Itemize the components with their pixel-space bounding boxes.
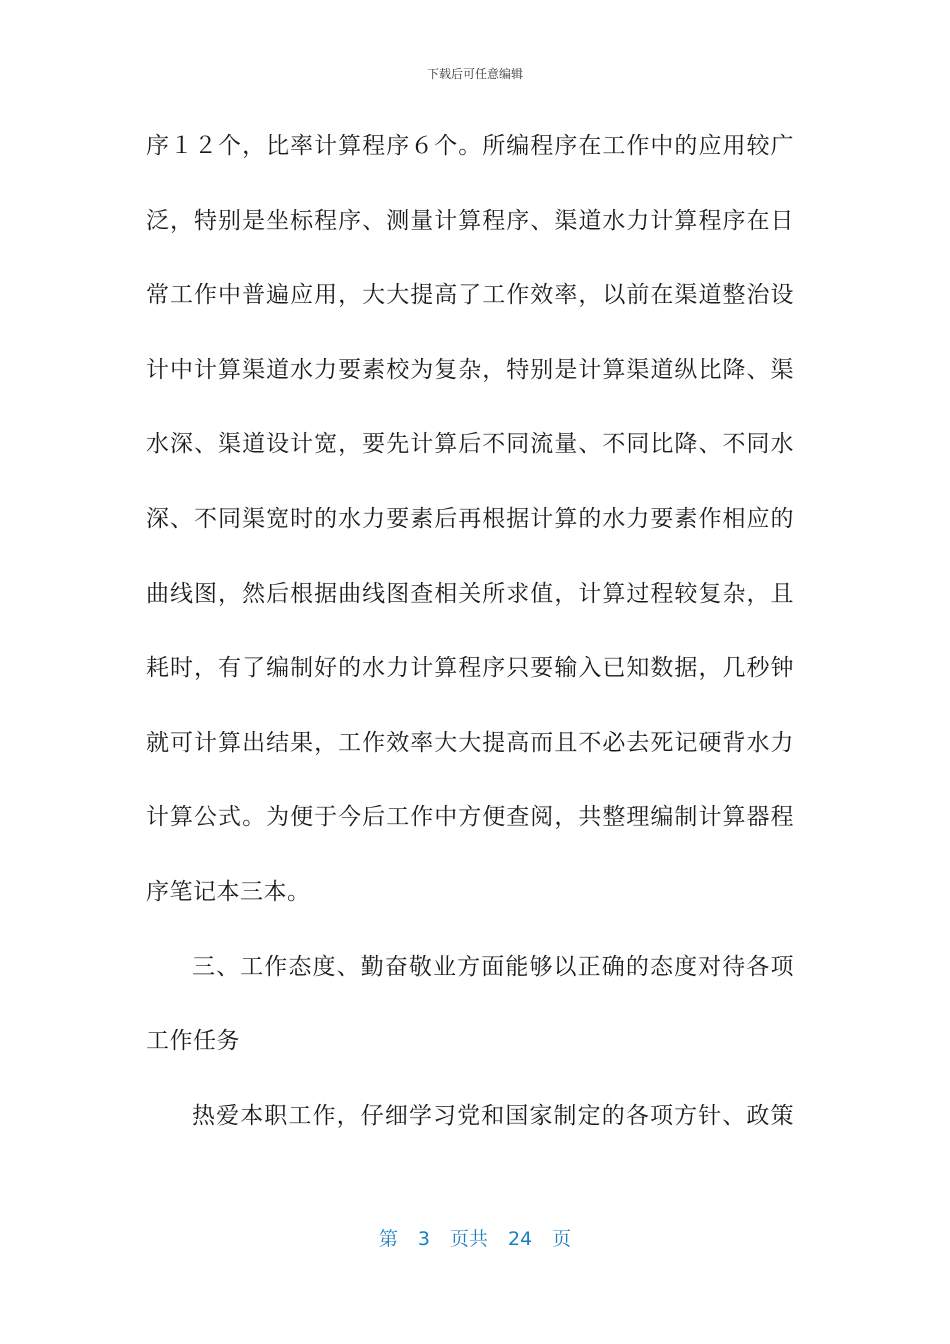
page-footer: [0, 1226, 950, 1252]
body-line-1: 序１２个，比率计算程序６个。所编程序在工作中的应用较广: [146, 133, 794, 159]
body-line-9: 就可计算出结果，工作效率大大提高而且不必去死记硬背水力: [146, 729, 794, 756]
page-header-note: 下载后可任意编辑: [426, 67, 523, 81]
page-prefix: 第: [378, 1228, 398, 1250]
page-mid: 页共: [449, 1228, 488, 1250]
body-line-2: 泛，特别是坐标程序、测量计算程序、渠道水力计算程序在日: [146, 207, 794, 234]
page-number: 3: [417, 1228, 430, 1250]
body-line-10: 计算公式。为便于今后工作中方便查阅，共整理编制计算器程: [146, 804, 794, 831]
body-line-7: 曲线图，然后根据曲线图查相关所求值，计算过程较复杂，且: [146, 580, 794, 607]
section-heading-line-2: 工作任务: [146, 1028, 240, 1055]
page-total: 24: [507, 1228, 533, 1250]
body-line-11: 序笔记本三本。: [146, 878, 311, 905]
body-line-5: 水深、渠道设计宽，要先计算后不同流量、不同比降、不同水: [146, 431, 794, 458]
document-body: [146, 124, 794, 1168]
body-line-6: 深、不同渠宽时的水力要素后再根据计算的水力要素作相应的: [146, 505, 794, 532]
body-line-4: 计中计算渠道水力要素校为复杂，特别是计算渠道纵比降、渠: [146, 356, 794, 383]
body-line-14: 热爱本职工作，仔细学习党和国家制定的各项方针、政策: [192, 1102, 794, 1129]
page-suffix: 页: [552, 1228, 572, 1250]
section-heading-line-1: 三、工作态度、勤奋敬业方面能够以正确的态度对待各项: [192, 953, 794, 980]
body-line-8: 耗时，有了编制好的水力计算程序只要输入已知数据，几秒钟: [146, 655, 794, 682]
body-line-3: 常工作中普遍应用，大大提高了工作效率，以前在渠道整治设: [146, 282, 794, 309]
